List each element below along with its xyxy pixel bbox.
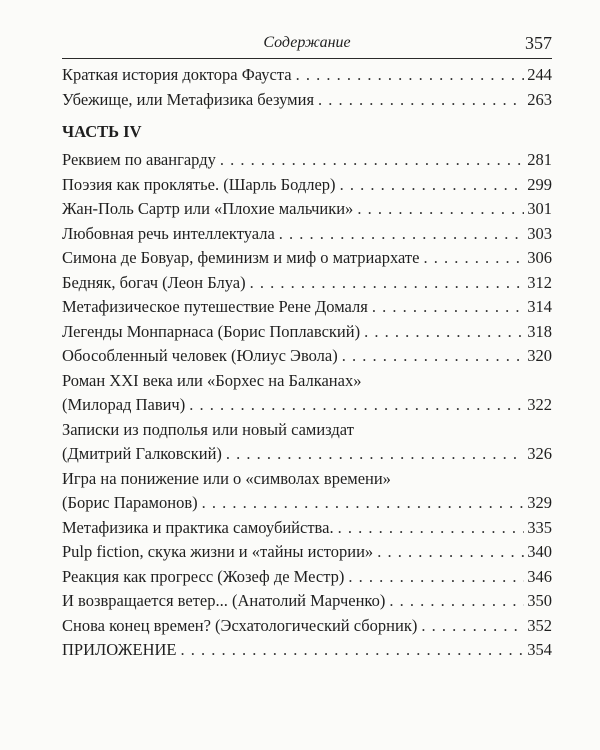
toc-entry [62,516,552,541]
toc-entry-title: Убежище, или Метафизика безумия [62,89,315,109]
dot-leader [357,197,524,222]
toc-entry-page: 263 [527,89,552,109]
toc-entry-title-line: Роман XXI века или «Борхес на Балканах» [62,370,362,390]
dot-leader [296,63,525,88]
toc-entry-page: 303 [527,223,552,243]
toc-entry-page: 299 [527,174,552,194]
toc-entry-page: 312 [527,272,552,292]
toc-entry-title: Метафизика и практика самоубийства. [62,517,334,537]
toc-entry [62,344,552,369]
toc-entry [62,320,552,345]
toc-entry-page: 326 [527,444,552,463]
toc-entry-title-line: Игра на понижение или о «символах времени» [62,468,391,488]
toc-entries [62,148,552,663]
dot-leader [279,222,524,247]
dot-leader [202,491,525,516]
toc-entry-title: (Милорад Павич) [62,395,186,414]
toc-entry-title: Симона де Бовуар, феминизм и миф о матриархате [62,248,420,267]
dot-leader [189,393,524,418]
toc-entry-page: 306 [527,248,552,267]
dot-leader [348,565,524,590]
toc-entry-page: 301 [527,199,552,218]
toc-entry-title: Поэзия как проклятье. (Шарль Бодлер) [62,174,336,194]
toc-entry-title: Бедняк, богач (Леон Блуа) [62,272,246,292]
toc-entry [62,246,552,271]
toc-entry-page: 340 [527,542,552,561]
toc-entry [62,638,552,663]
toc-entry-page: 318 [527,321,552,341]
toc-entry [62,271,552,296]
toc-entry-title: Снова конец времен? (Эсхатологический сборник) [62,615,418,635]
dot-leader [338,516,525,541]
toc-entry-title-line: Записки из подполья или новый самиздат [62,419,354,439]
toc-entry [62,88,552,113]
toc-entry-title: Краткая история доктора Фауста [62,65,292,84]
toc-entry [62,540,552,565]
toc-entry [62,467,552,516]
toc-entry-title: Реквием по авангарду [62,150,216,169]
toc-entry-page: 281 [527,150,552,169]
toc-entry [62,369,552,418]
dot-leader [250,271,525,296]
toc-entry-title: Жан-Поль Сартр или «Плохие мальчики» [62,199,354,218]
toc-entry-page: 352 [527,615,552,635]
section-heading: ЧАСТЬ IV [62,122,142,141]
dot-leader [340,173,525,198]
toc-entry [62,173,552,198]
toc-entry [62,589,552,614]
toc-entry-title: И возвращается ветер... (Анатолий Марченко) [62,591,386,610]
toc-entry [62,418,552,467]
page-number: 357 [525,33,552,53]
dot-leader [226,442,524,467]
toc-entry-page: 354 [527,640,552,659]
dot-leader [372,295,524,320]
dot-leader [423,246,524,271]
toc-entry-title: Легенды Монпарнаса (Борис Поплавский) [62,321,361,341]
toc-entry [62,614,552,639]
toc-entry [62,295,552,320]
dot-leader [342,344,525,369]
dot-leader [180,638,524,663]
toc-entry-page: 335 [527,517,552,537]
dot-leader [220,148,524,173]
toc-entry-title: Любовная речь интеллектуала [62,223,275,243]
toc-entry-page: 346 [527,566,552,586]
toc-entry [62,63,552,88]
toc-entry-page: 314 [527,297,552,316]
running-header [62,30,552,54]
toc-entry-page: 244 [527,65,552,84]
toc-entry-title: ПРИЛОЖЕНИЕ [62,640,177,659]
toc-entry-title: (Дмитрий Галковский) [62,444,222,463]
toc-entry-title: Метафизическое путешествие Рене Домаля [62,297,368,316]
toc-entry-page: 350 [527,591,552,610]
toc-entry [62,197,552,222]
toc-entry-title: (Борис Парамонов) [62,493,198,512]
dot-leader [318,88,524,113]
table-of-contents [62,63,552,663]
toc-entry-page: 320 [527,346,552,365]
dot-leader [389,589,524,614]
toc-entry [62,565,552,590]
toc-entry [62,148,552,173]
running-header-title: Содержание [263,34,351,51]
toc-entry [62,222,552,247]
header-rule [62,58,552,59]
toc-entry-title: Pulp fiction, скука жизни и «тайны истории» [62,542,374,561]
toc-entry-page: 329 [527,493,552,512]
toc-entry-title: Реакция как прогресс (Жозеф де Местр) [62,566,345,586]
toc-entry-page: 322 [527,395,552,414]
toc-entry-title: Обособленный человек (Юлиус Эвола) [62,346,338,365]
dot-leader [364,320,524,345]
dot-leader [421,614,524,639]
dot-leader [377,540,524,565]
